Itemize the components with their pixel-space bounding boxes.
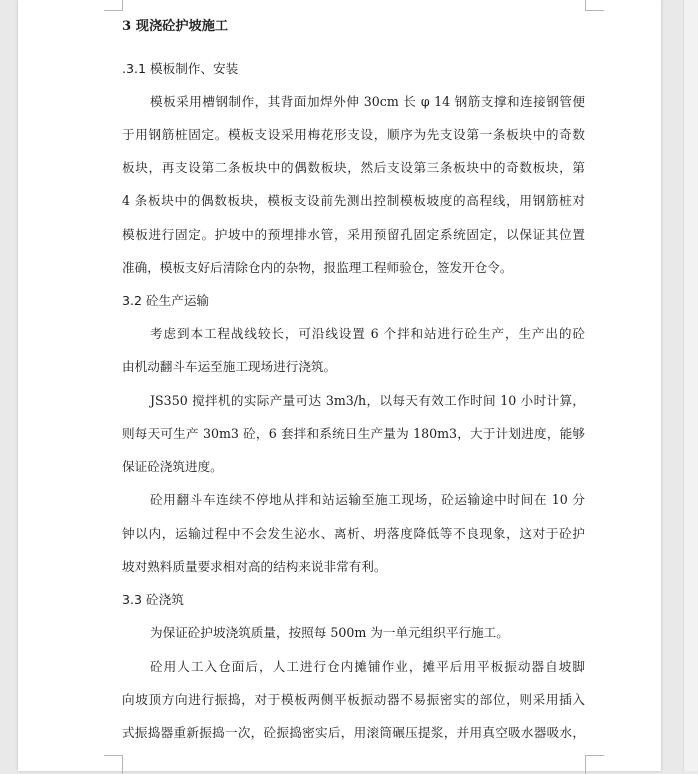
- paragraph-line: 坡对熟料质量要求相对高的结构来说非常有利。: [122, 559, 387, 574]
- paragraph-line: 4 条板块中的偶数板块，模板支设前先测出控制模板坡度的高程线，用钢筋桩对: [122, 193, 585, 208]
- section-heading-3-3: 3.3 砼浇筑: [122, 592, 184, 607]
- paragraph-line: 则每天可生产 30m3 砼，6 套拌和系统日生产量为 180m3，大于计划进度，能够: [122, 426, 585, 441]
- vertical-scrollbar[interactable]: [683, 0, 698, 771]
- paragraph-line: 准确，模板支好后清除仓内的杂物，报监理工程师验仓，签发开仓令。: [122, 260, 513, 275]
- section-heading-3-1: .3.1 模板制作、安装: [122, 61, 239, 76]
- crop-mark-bottom-right: [585, 755, 604, 774]
- paragraph-line: 模板采用槽钢制作，其背面加焊外伸 30cm 长 φ 14 钢筋支撑和连接钢管便: [150, 94, 585, 109]
- crop-mark-top-left: [104, 0, 123, 11]
- paragraph-line: 板块，再支设第二条板块中的偶数板块，然后支设第三条板块中的奇数板块，第: [122, 160, 585, 175]
- paragraph-line: JS350 搅拌机的实际产量可达 3m3/h，以每天有效工作时间 10 小时计算，: [150, 393, 585, 408]
- crop-mark-bottom-left: [104, 755, 123, 774]
- document-page: [18, 0, 661, 771]
- paragraph-line: 保证砼浇筑进度。: [122, 459, 223, 474]
- paragraph-line: 模板进行固定。护坡中的预埋排水管，采用预留孔固定系统固定，以保证其位置: [122, 227, 585, 242]
- paragraph-line: 向坡顶方向进行振捣，对于模板两侧平板振动器不易振密实的部位，则采用插入: [122, 692, 585, 707]
- paragraph-line: 为保证砼护坡浇筑质量，按照每 500m 为一单元组织平行施工。: [150, 625, 509, 640]
- section-title: 3 现浇砼护坡施工: [122, 19, 229, 34]
- paragraph-line: 钟以内，运输过程中不会发生泌水、离析、坍落度降低等不良现象，这对于砼护: [122, 526, 585, 541]
- paragraph-line: 于用钢筋桩固定。模板支设采用梅花形支设，顺序为先支设第一条板块中的奇数: [122, 127, 585, 142]
- paragraph-line: 式振捣器重新振捣一次，砼振捣密实后，用滚筒碾压提浆，并用真空吸水器吸水，: [122, 725, 585, 740]
- section-heading-3-2: 3.2 砼生产运输: [122, 293, 210, 308]
- paragraph-line: 考虑到本工程战线较长，可沿线设置 6 个拌和站进行砼生产，生产出的砼: [150, 326, 585, 341]
- paragraph-line: 由机动翻斗车运至施工现场进行浇筑。: [122, 359, 337, 374]
- crop-mark-top-right: [585, 0, 604, 11]
- paragraph-line: 砼用人工入仓面后，人工进行仓内摊铺作业，摊平后用平板振动器自坡脚: [150, 659, 585, 674]
- paragraph-line: 砼用翻斗车连续不停地从拌和站运输至施工现场，砼运输途中时间在 10 分: [150, 492, 585, 507]
